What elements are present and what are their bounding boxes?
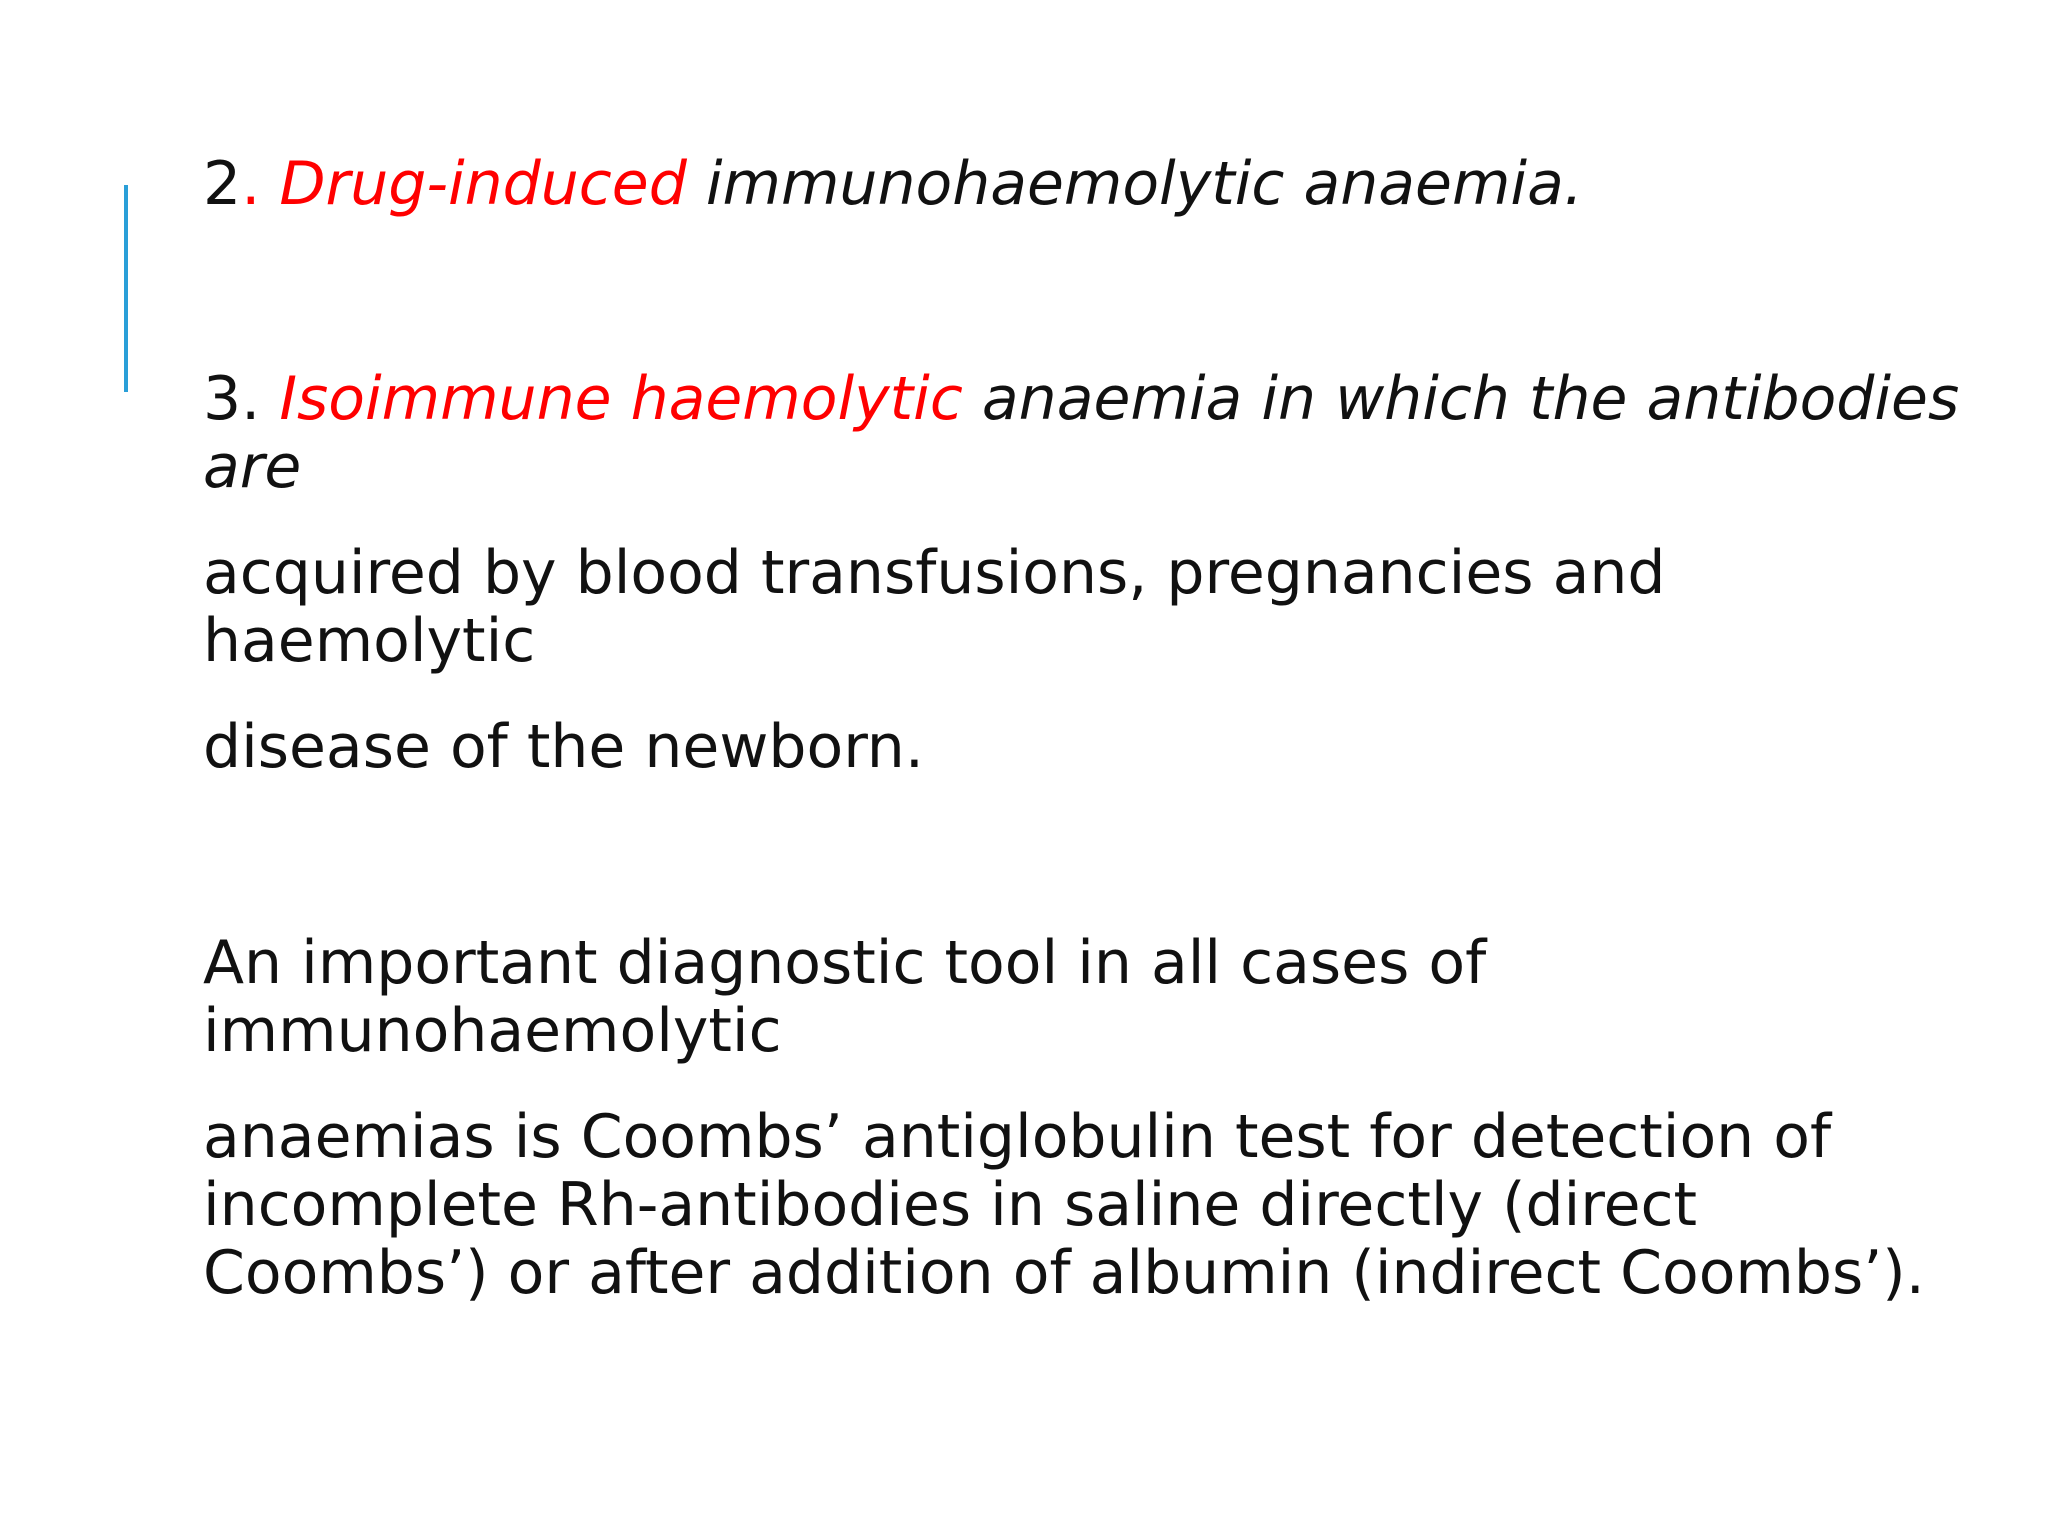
paragraph-acquired: acquired by blood transfusions, pregnancies and haemolytic	[203, 538, 1666, 676]
slide-body	[203, 150, 1963, 1307]
item-number-2: 2	[203, 149, 242, 219]
paragraph-important: An important diagnostic tool in all cases of immunohaemolytic	[203, 928, 1487, 1066]
item-number-3: 3.	[203, 364, 261, 434]
paragraph-disease: disease of the newborn.	[203, 712, 924, 782]
accent-bar	[124, 185, 128, 392]
highlight-drug-induced: Drug-induced	[279, 149, 687, 219]
item-2-rest: immunohaemolytic anaemia.	[705, 149, 1583, 219]
highlight-isoimmune: Isoimmune haemolytic	[279, 364, 963, 434]
paragraph-anaemias: anaemias is Coombs’ antiglobulin test for detection of incomplete Rh-antibodies in saline directly (direct Coombs’) or after addition of albumin (indirect Coombs’).	[203, 1102, 1925, 1308]
item-3-rest: anaemia in which the antibodies are	[203, 364, 1960, 502]
paragraph-drug-induced	[203, 150, 1963, 218]
paragraph-isoimmune	[203, 365, 1963, 501]
item-number-2-dot: .	[241, 149, 261, 219]
